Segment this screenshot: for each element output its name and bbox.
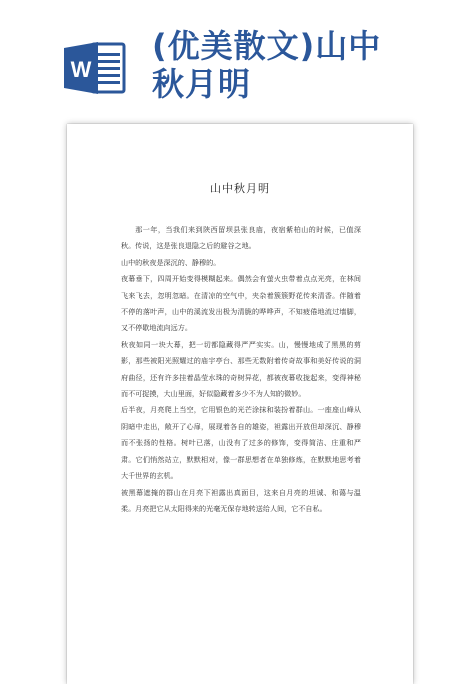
paragraph: 夜幕垂下，四周开始变得模糊起来。偶然会有萤火虫带着点点光亮，在林间飞来飞去，忽明忽暗。在清凉的空气中，夹杂着簇簇野花传来清香。伴随着不停的落叶声，山中的溪流发出极为清脆的哗哗声，不知疲倦地流过墙脚，又不停歇地流向远方。: [121, 274, 361, 333]
paragraph: 那一年，当我们来到陕西留坝县张良庙，夜宿紫柏山的时候，已值深秋。传说，这是张良退隐之后的避谷之地。: [121, 225, 361, 251]
title-line-2: 秋月明: [152, 65, 252, 103]
page-title: [152, 27, 462, 103]
paragraph: 秋夜如同一块大幕，把一切都隐藏得严严实实。山，慢慢地成了黑黑的剪影，那些被阳光照耀过的庙宇亭台、那些无数附着传奇故事和美好传说的洞府曲径，还有许多挂着晶莹水珠的奇树异花，都被夜幕收拢起来，变得神秘而不可捉摸，大山里面，好似隐藏着多少不为人知的微妙。: [121, 339, 361, 399]
svg-text:W: W: [70, 57, 92, 82]
title-line-1: (优美散文)山中: [152, 27, 382, 65]
document-title: 山中秋月明: [210, 182, 270, 195]
document-page: [67, 124, 413, 684]
word-icon: [64, 40, 126, 96]
header: [0, 0, 474, 115]
paragraph: 被黑幕遮掩的群山在月亮下袒露出真面目，这来自月亮的坦诚、和蔼与温柔。月亮把它从太阳得来的光毫无保存地转送给人间，它不自私。: [121, 487, 361, 513]
document-body: [121, 222, 361, 517]
paragraph: 后半夜，月亮爬上当空，它用银色的光芒涂抹和装扮着群山。一座座山峰从阴暗中走出，敞开了心扉，展现着各自的雄姿，袒露出开放但却深沉、静穆而不张扬的性格。树叶已落，山没有了过多的修饰，变得简洁、庄重和严肃。它们悄然站立，默默相对，像一群思想者在单独修炼，在默默地思考着大千世界的玄机。: [121, 405, 361, 481]
paragraph: 山中的秋夜是深沉的、静穆的。: [121, 257, 221, 267]
